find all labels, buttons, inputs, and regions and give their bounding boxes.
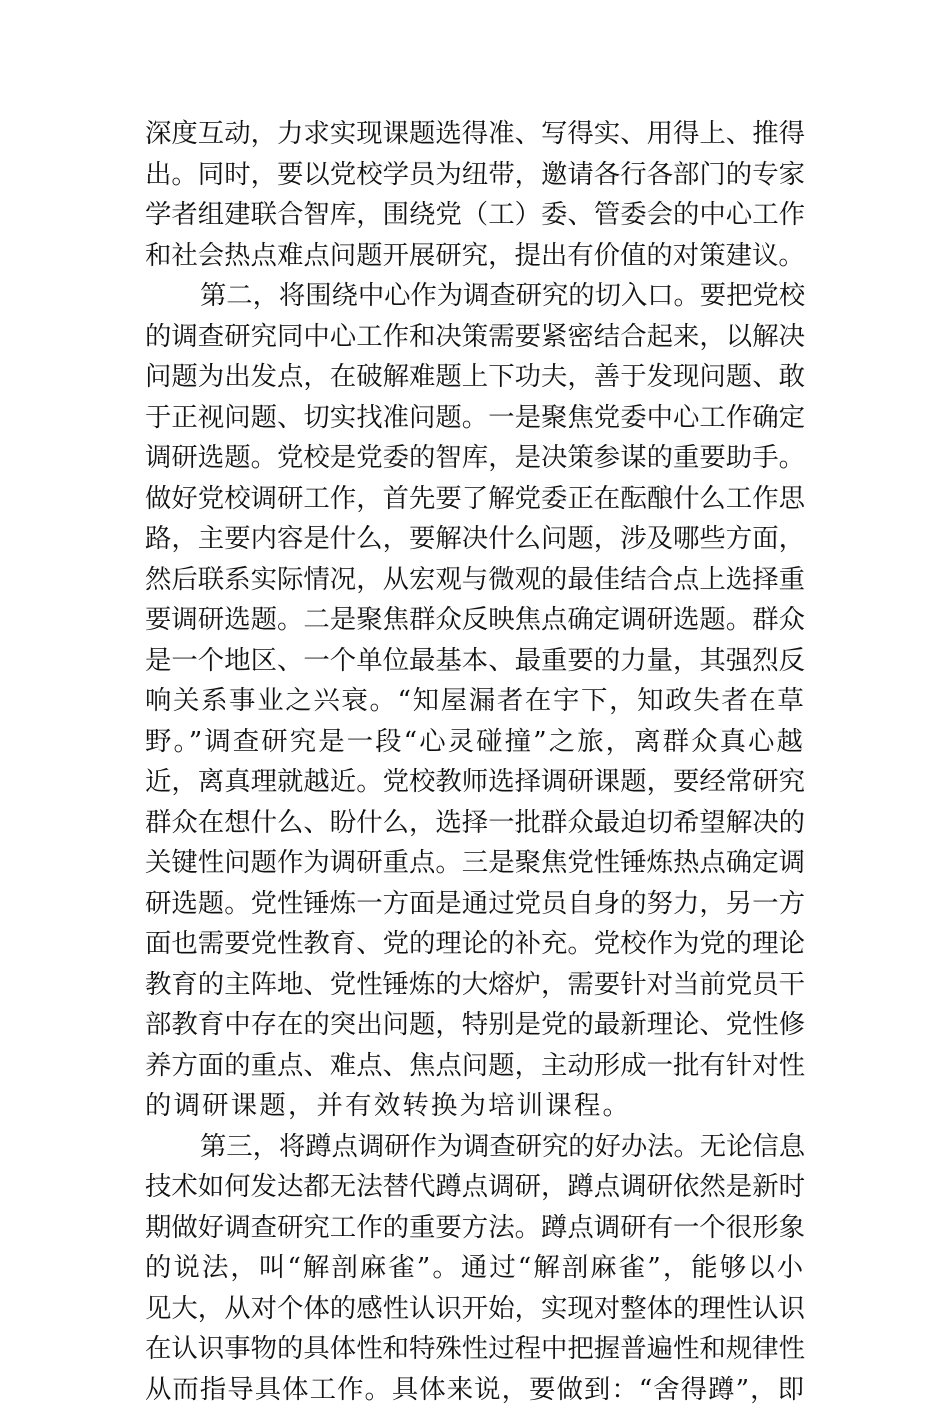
text-line: 野。”调查研究是一段“心灵碰撞”之旅，离群众真心越 [145,722,805,763]
text-line: 和社会热点难点问题开展研究，提出有价值的对策建议。 [145,236,805,277]
text-line: 教育的主阵地、党性锤炼的大熔炉，需要针对当前党员干 [145,965,805,1006]
text-line: 于正视问题、切实找准问题。一是聚焦党委中心工作确定 [145,398,805,439]
text-line: 调研选题。党校是党委的智库，是决策参谋的重要助手。 [145,438,805,479]
text-line: 学者组建联合智库，围绕党（工）委、管委会的中心工作 [145,195,805,236]
text-line: 路，主要内容是什么，要解决什么问题，涉及哪些方面， [145,519,805,560]
text-line: 养方面的重点、难点、焦点问题，主动形成一批有针对性 [145,1046,805,1087]
text-line: 的说法，叫“解剖麻雀”。通过“解剖麻雀”，能够以小 [145,1248,805,1289]
text-line: 见大，从对个体的感性认识开始，实现对整体的理性认识 [145,1289,805,1330]
text-line: 问题为出发点，在破解难题上下功夫，善于发现问题、敢 [145,357,805,398]
paragraph-start-line: 第二，将围绕中心作为调查研究的切入口。要把党校 [145,276,805,317]
text-line: 出。同时，要以党校学员为纽带，邀请各行各部门的专家 [145,155,805,196]
text-line: 面也需要党性教育、党的理论的补充。党校作为党的理论 [145,924,805,965]
text-line: 群众在想什么、盼什么，选择一批群众最迫切希望解决的 [145,803,805,844]
text-line: 技术如何发达都无法替代蹲点调研，蹲点调研依然是新时 [145,1167,805,1208]
text-line: 要调研选题。二是聚焦群众反映焦点确定调研选题。群众 [145,600,805,641]
paragraph-start-line: 第三，将蹲点调研作为调查研究的好办法。无论信息 [145,1127,805,1168]
text-line: 的调研课题，并有效转换为培训课程。 [145,1086,805,1127]
text-line: 近，离真理就越近。党校教师选择调研课题，要经常研究 [145,762,805,803]
text-line: 期做好调查研究工作的重要方法。蹲点调研有一个很形象 [145,1208,805,1249]
text-line: 深度互动，力求实现课题选得准、写得实、用得上、推得 [145,114,805,155]
text-line: 的调查研究同中心工作和决策需要紧密结合起来，以解决 [145,317,805,358]
text-line: 响关系事业之兴衰。“知屋漏者在宇下，知政失者在草 [145,681,805,722]
text-line: 是一个地区、一个单位最基本、最重要的力量，其强烈反 [145,641,805,682]
text-line: 研选题。党性锤炼一方面是通过党员自身的努力，另一方 [145,884,805,925]
text-line: 然后联系实际情况，从宏观与微观的最佳结合点上选择重 [145,560,805,601]
body-text [145,114,805,1410]
text-line: 关键性问题作为调研重点。三是聚焦党性锤炼热点确定调 [145,843,805,884]
text-line: 部教育中存在的突出问题，特别是党的最新理论、党性修 [145,1005,805,1046]
text-line: 从而指导具体工作。具体来说，要做到：“舍得蹲”，即 [145,1370,805,1410]
text-line: 做好党校调研工作，首先要了解党委正在酝酿什么工作思 [145,479,805,520]
text-line: 在认识事物的具体性和特殊性过程中把握普遍性和规律性 [145,1329,805,1370]
